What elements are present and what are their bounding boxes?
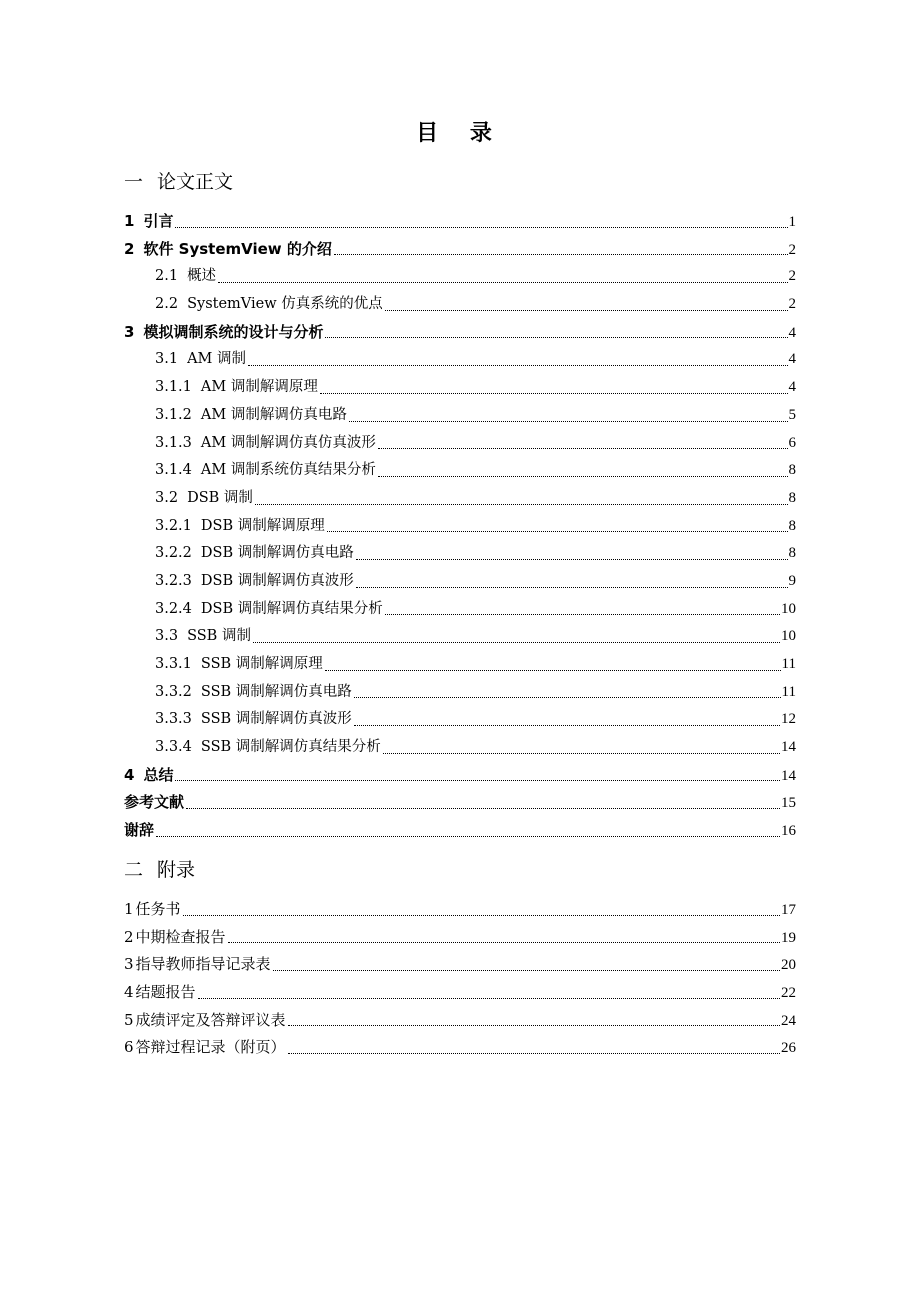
toc-appendix-list (124, 896, 796, 1062)
dot-leader (288, 1025, 780, 1026)
toc-entry-label (124, 951, 271, 979)
toc-entry-title: 总结 (143, 765, 174, 784)
toc-entry-number: 3.3.3 (155, 711, 192, 728)
dot-leader (385, 614, 780, 615)
toc-entry-number: 6 (124, 1038, 134, 1057)
toc-entry[interactable] (124, 896, 796, 924)
toc-entry-number: 3.2.2 (155, 545, 192, 562)
dot-leader (218, 282, 787, 283)
toc-entry-number: 3.2 (155, 489, 179, 506)
toc-entry-title: 模拟调制系统的设计与分析 (143, 322, 324, 341)
toc-entry-page-number: 8 (788, 517, 796, 534)
toc-entry-label (155, 402, 347, 430)
toc-entry-title: AM 调制 (187, 351, 246, 368)
toc-entry[interactable] (124, 513, 796, 541)
toc-entry[interactable] (124, 734, 796, 762)
toc-entry-page-number: 4 (788, 379, 796, 396)
toc-entry-label (155, 706, 352, 734)
toc-entry-page-number: 4 (788, 351, 796, 368)
toc-entry-label (124, 896, 181, 924)
toc-entry[interactable] (124, 951, 796, 979)
toc-entry-page-number: 2 (788, 268, 796, 285)
toc-entry-number: 1 (124, 212, 135, 230)
toc-entry-number: 4 (124, 983, 134, 1002)
toc-entry-number: 2.2 (155, 296, 179, 313)
toc-entry-number: 3.1.4 (155, 462, 192, 479)
toc-entry-title: AM 调制解调仿真仿真波形 (200, 434, 376, 451)
toc-entry-label (155, 679, 352, 707)
toc-entry-page-number: 1 (788, 214, 796, 230)
toc-entry-label (155, 263, 216, 291)
toc-entry-page-number: 8 (788, 462, 796, 479)
dot-leader (288, 1053, 780, 1054)
toc-entry[interactable] (124, 263, 796, 291)
toc-entry-title: 引言 (143, 212, 174, 230)
dot-leader (354, 725, 780, 726)
dot-leader (356, 587, 788, 588)
toc-entry-label (155, 346, 246, 374)
toc-entry-label (124, 236, 332, 264)
dot-leader (255, 504, 788, 505)
dot-leader (378, 448, 788, 449)
toc-entry-page-number: 11 (781, 656, 796, 672)
toc-entry-page-number: 24 (781, 1012, 796, 1029)
toc-entry-page-number: 12 (781, 711, 796, 728)
dot-leader (253, 642, 780, 643)
toc-entry-label (124, 319, 323, 347)
dot-leader (175, 227, 787, 228)
toc-entry-title: 任务书 (135, 900, 181, 918)
toc-entry-page-number: 19 (781, 929, 796, 946)
dot-leader (356, 559, 788, 560)
toc-entry-number: 3 (124, 322, 135, 341)
toc-entry-title: 中期检查报告 (135, 927, 226, 946)
dot-leader (198, 998, 780, 999)
toc-entry[interactable] (124, 430, 796, 458)
toc-entry-title: AM 调制解调原理 (200, 379, 318, 396)
toc-entry-title: SSB 调制 (187, 628, 251, 645)
toc-entry-title: SSB 调制解调原理 (200, 656, 323, 672)
section-heading-number: 一 (124, 171, 144, 193)
toc-entry-label (124, 789, 184, 817)
toc-entry-label (124, 1007, 286, 1035)
toc-entry-page-number: 14 (781, 739, 796, 756)
dot-leader (183, 915, 780, 916)
toc-entry-page-number: 5 (788, 406, 796, 423)
toc-entry-title: 结题报告 (135, 983, 196, 1002)
toc-entry-number: 3.3 (155, 628, 179, 645)
toc-entry-label (124, 817, 154, 845)
toc-entry[interactable] (124, 679, 796, 707)
toc-entry-page-number: 17 (781, 902, 796, 918)
toc-entry-page-number: 22 (781, 985, 796, 1002)
toc-entry[interactable] (124, 789, 796, 817)
toc-entry[interactable] (124, 568, 796, 596)
toc-entry[interactable] (124, 236, 796, 264)
toc-entry[interactable] (124, 762, 796, 790)
toc-entry-page-number: 9 (788, 572, 796, 589)
toc-entry[interactable] (124, 623, 796, 651)
toc-entry-title: DSB 调制 (187, 489, 253, 506)
toc-main-text-list (124, 208, 796, 845)
toc-entry-label (155, 540, 354, 568)
dot-leader (378, 476, 788, 477)
toc-entry-title: 答辩过程记录（附页） (135, 1038, 286, 1057)
section-heading-text: 附录 (157, 859, 196, 881)
toc-entry-title: AM 调制解调仿真电路 (200, 406, 347, 423)
toc-entry-number: 2 (124, 927, 134, 946)
toc-entry-label (155, 596, 383, 624)
toc-entry-page-number: 11 (781, 683, 796, 700)
page-title: 目 录 (416, 121, 504, 146)
toc-entry-number: 3.1.3 (155, 434, 192, 451)
dot-leader (385, 310, 788, 311)
toc-entry-number: 2 (124, 239, 135, 258)
toc-entry-page-number: 8 (788, 545, 796, 562)
dot-leader (175, 780, 780, 781)
toc-entry-number: 3.3.2 (155, 683, 192, 700)
dot-leader (320, 393, 788, 394)
toc-entry-title: DSB 调制解调仿真波形 (200, 572, 354, 589)
dot-leader (349, 421, 788, 422)
toc-entry-title: SSB 调制解调仿真电路 (200, 683, 352, 700)
toc-entry-number: 3.2.1 (155, 517, 192, 534)
toc-entry-number: 3.1.2 (155, 406, 192, 423)
toc-entry-label (124, 979, 196, 1007)
toc-entry-label (155, 623, 251, 651)
toc-entry-label (124, 1034, 286, 1062)
toc-entry-label (124, 208, 173, 236)
toc-entry-number: 3.2.4 (155, 600, 192, 617)
dot-leader (186, 808, 780, 809)
toc-entry-label (155, 291, 383, 319)
toc-entry-page-number: 8 (788, 489, 796, 506)
toc-entry-label (155, 651, 323, 679)
toc-entry-page-number: 2 (788, 241, 796, 258)
toc-entry-title: 概述 (187, 268, 217, 285)
toc-entry-title: 参考文献 (124, 793, 185, 812)
toc-entry-label (155, 513, 325, 541)
toc-entry-page-number: 6 (788, 434, 796, 451)
toc-entry-page-number: 2 (788, 296, 796, 313)
dot-leader (325, 670, 781, 671)
toc-entry[interactable] (124, 540, 796, 568)
toc-entry-label (124, 762, 173, 790)
toc-entry-title: DSB 调制解调仿真电路 (200, 545, 354, 562)
toc-entry-page-number: 14 (781, 767, 796, 784)
toc-entry[interactable] (124, 402, 796, 430)
toc-entry[interactable] (124, 596, 796, 624)
toc-entry[interactable] (124, 346, 796, 374)
dot-leader (248, 365, 788, 366)
toc-entry-label (155, 485, 253, 513)
toc-entry-title: SystemView 仿真系统的优点 (187, 296, 383, 313)
toc-entry-label (155, 568, 354, 596)
toc-entry-page-number: 26 (781, 1040, 796, 1057)
toc-entry-page-number: 10 (781, 600, 796, 617)
dot-leader (334, 254, 788, 255)
toc-entry-number: 5 (124, 1010, 134, 1029)
toc-entry[interactable] (124, 457, 796, 485)
toc-entry[interactable] (124, 817, 796, 845)
toc-entry-number: 3.1 (155, 351, 179, 368)
toc-entry-label (155, 457, 376, 485)
section-heading-main-text (124, 167, 247, 197)
toc-entry-page-number: 15 (781, 795, 796, 812)
dot-leader (273, 970, 780, 971)
toc-entry[interactable] (124, 1007, 796, 1035)
toc-entry-title: AM 调制系统仿真结果分析 (200, 462, 376, 479)
dot-leader (383, 753, 780, 754)
dot-leader (354, 697, 781, 698)
toc-entry[interactable] (124, 924, 796, 952)
toc-entry-number: 1 (124, 900, 134, 918)
toc-entry-number: 2.1 (155, 268, 179, 285)
toc-entry[interactable] (124, 979, 796, 1007)
toc-entry-page-number: 16 (781, 823, 796, 840)
toc-entry-label (124, 924, 226, 952)
section-heading-appendix (124, 855, 209, 885)
section-heading-text: 论文正文 (157, 171, 234, 193)
dot-leader (228, 942, 780, 943)
toc-entry[interactable] (124, 374, 796, 402)
toc-entry[interactable] (124, 485, 796, 513)
toc-entry-number: 3.2.3 (155, 572, 192, 589)
dot-leader (156, 836, 780, 837)
toc-entry[interactable] (124, 651, 796, 679)
section-heading-number: 二 (124, 859, 144, 881)
toc-entry-title: 成绩评定及答辩评议表 (135, 1010, 286, 1029)
toc-entry-title: 软件 SystemView 的介绍 (143, 239, 332, 258)
toc-entry-title: 谢辞 (124, 821, 155, 840)
toc-entry-title: 指导教师指导记录表 (135, 955, 271, 974)
toc-entry[interactable] (124, 706, 796, 734)
toc-entry-number: 3 (124, 955, 134, 974)
dot-leader (327, 531, 788, 532)
toc-entry-title: DSB 调制解调仿真结果分析 (200, 600, 383, 617)
toc-entry-title: SSB 调制解调仿真波形 (200, 711, 352, 728)
toc-entry[interactable] (124, 291, 796, 319)
toc-entry-label (155, 374, 318, 402)
toc-entry-number: 3.3.4 (155, 739, 192, 756)
toc-entry-page-number: 20 (781, 957, 796, 974)
toc-entry-page-number: 10 (781, 628, 796, 645)
toc-entry-number: 3.1.1 (155, 379, 192, 396)
toc-entry-title: DSB 调制解调原理 (200, 517, 325, 534)
dot-leader (325, 337, 787, 338)
toc-entry-page-number: 4 (788, 324, 796, 341)
toc-entry[interactable] (124, 208, 796, 236)
toc-entry[interactable] (124, 1034, 796, 1062)
toc-entry-number: 3.3.1 (155, 656, 192, 672)
toc-entry-label (155, 430, 376, 458)
toc-entry[interactable] (124, 319, 796, 347)
toc-entry-number: 4 (124, 765, 135, 784)
toc-entry-title: SSB 调制解调仿真结果分析 (200, 739, 381, 756)
toc-entry-label (155, 734, 381, 762)
